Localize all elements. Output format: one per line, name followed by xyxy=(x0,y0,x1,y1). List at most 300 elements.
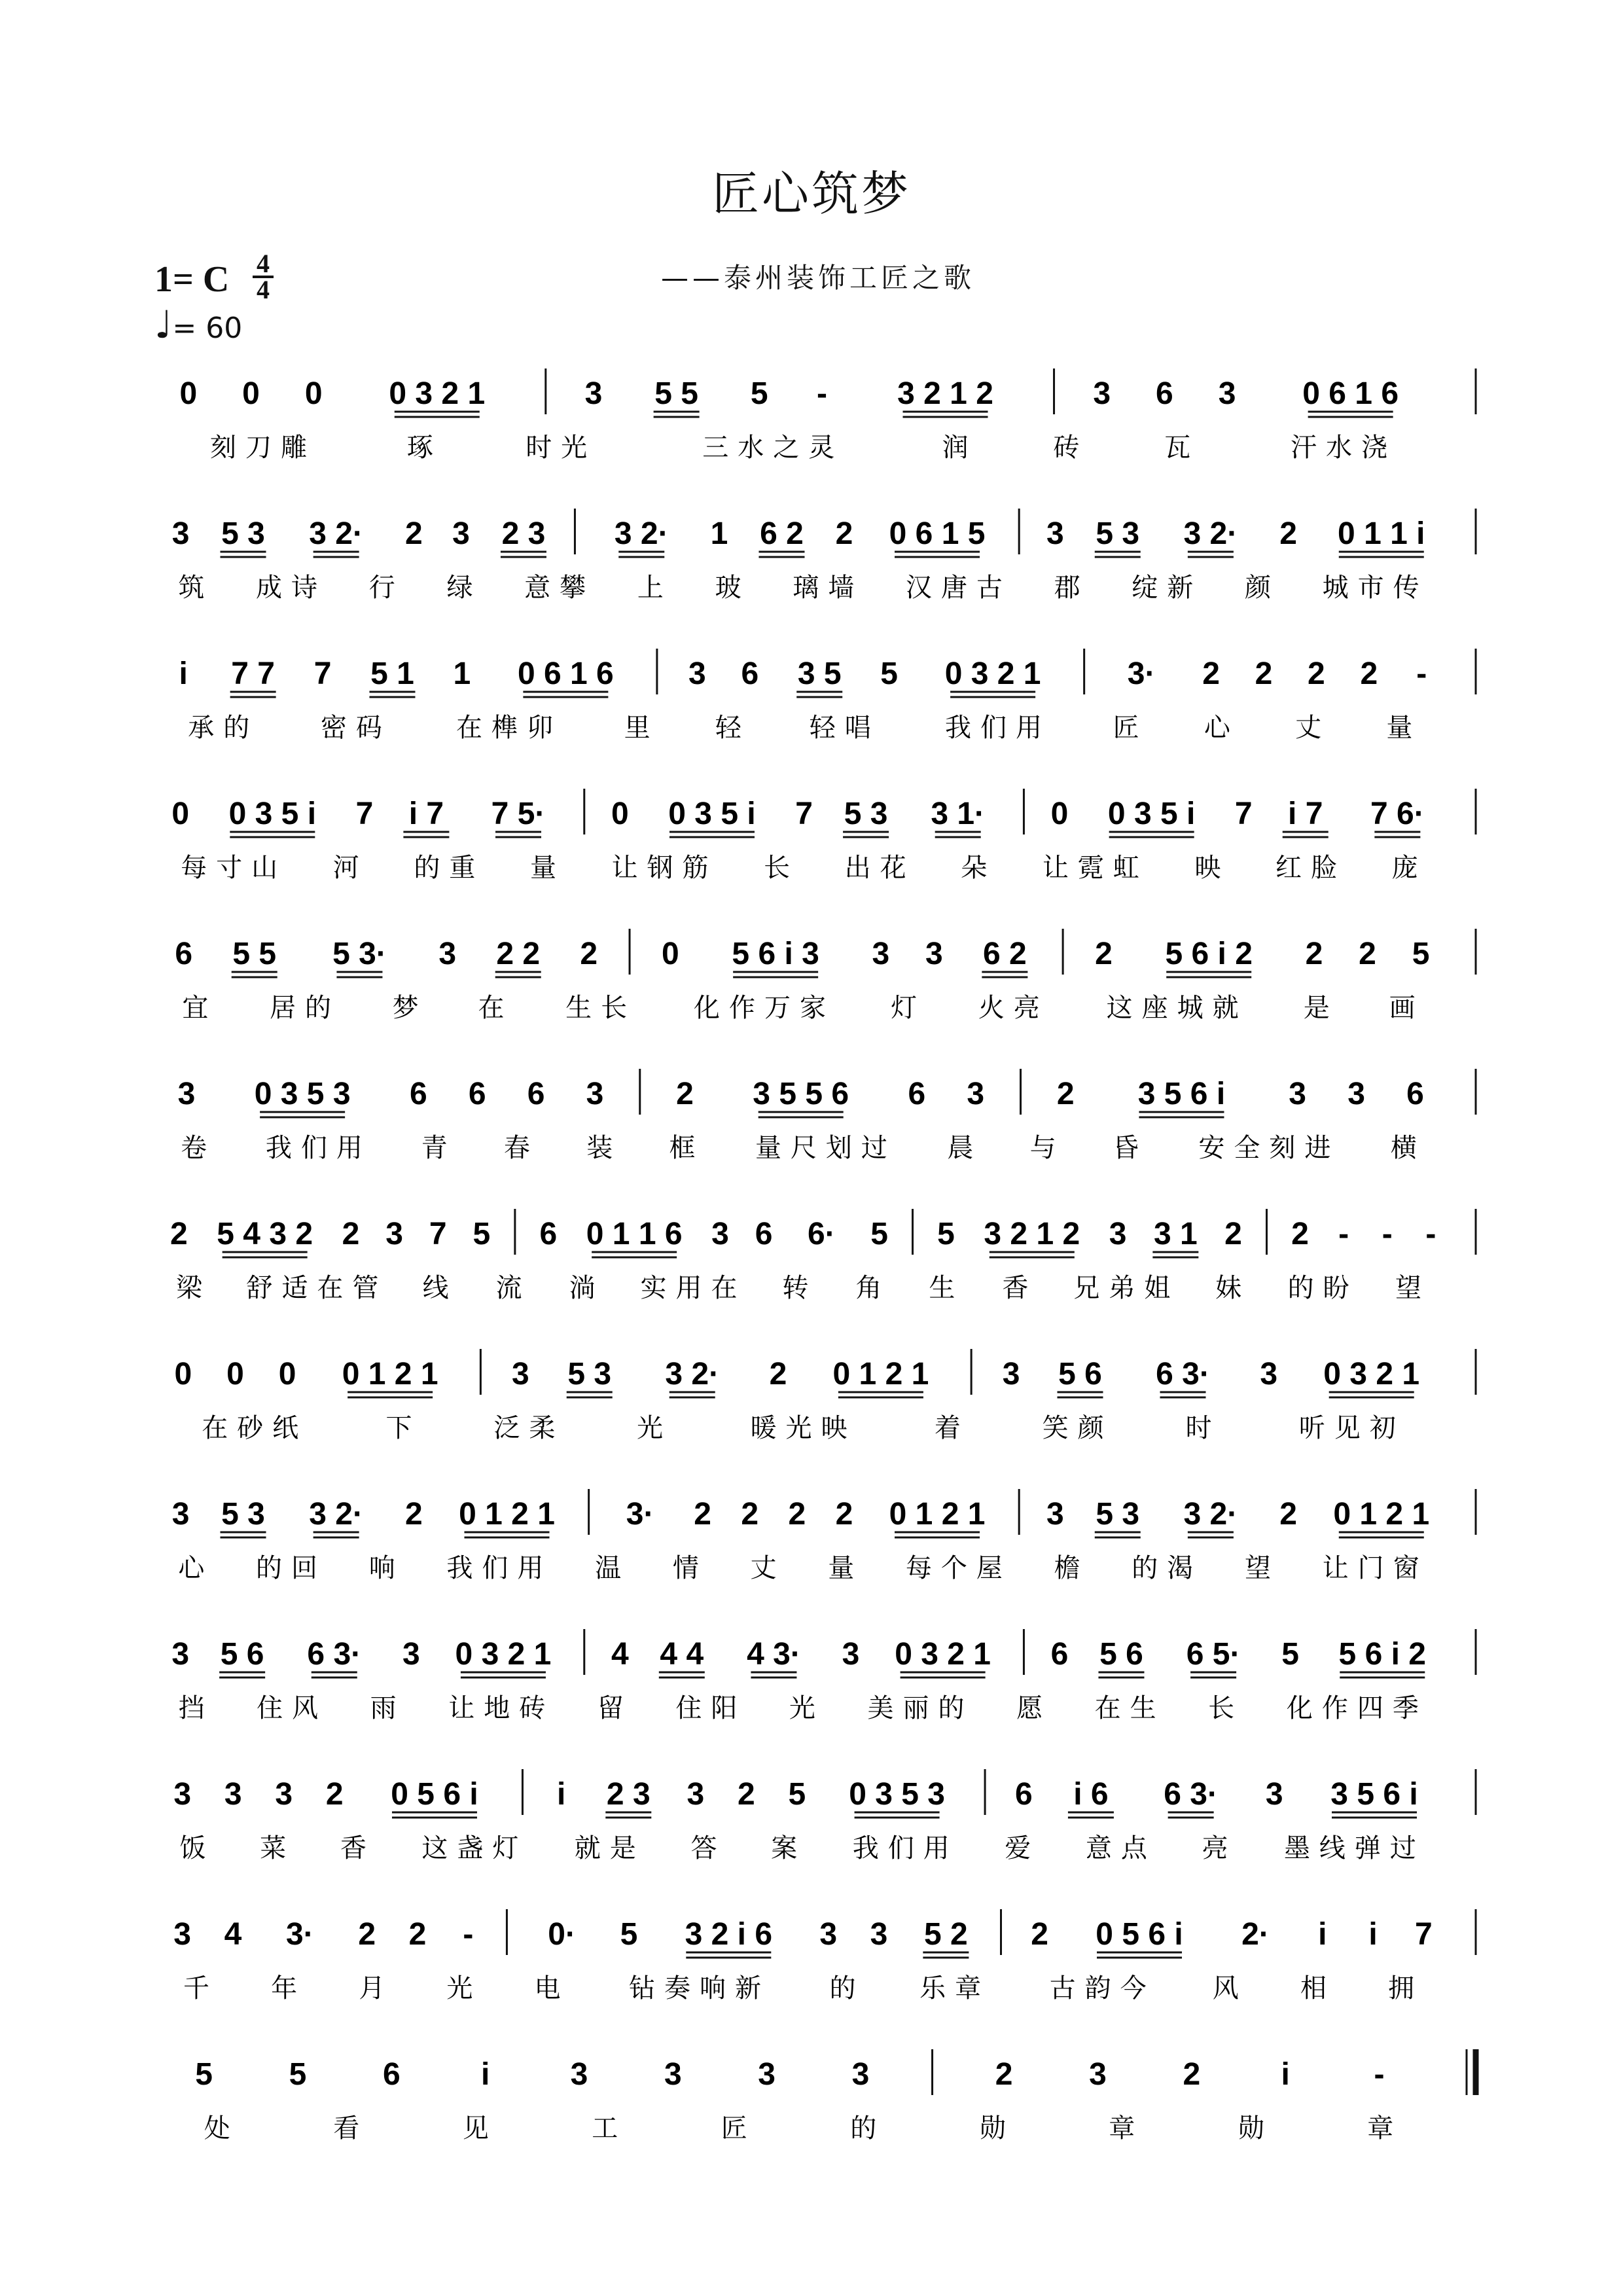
note-group: 0 1 2 1 xyxy=(832,1357,929,1391)
note-group: 2 xyxy=(741,1497,759,1532)
note-group: 3 xyxy=(925,937,943,971)
note-group: 2 xyxy=(1255,656,1273,691)
lyric-syllables: 爱 xyxy=(1005,1833,1041,1863)
note-group: 2 3 xyxy=(606,1777,651,1812)
lyric-syllables: 我们用 xyxy=(446,1553,553,1583)
note-group: 2 xyxy=(1056,1077,1075,1111)
note-group: 4 4 xyxy=(660,1637,704,1672)
lyric-syllables: 我们用 xyxy=(852,1833,959,1863)
sustain-dash: - xyxy=(816,376,827,411)
lyric-syllables: 墨线弹过 xyxy=(1283,1833,1425,1863)
note-group: 5 3 xyxy=(221,1497,265,1532)
lyric-syllables: 轻 xyxy=(715,713,751,743)
note-group: 3 2· xyxy=(614,516,669,551)
note-group: 7 xyxy=(1415,1917,1433,1952)
lyric-syllables: 化作万家 xyxy=(694,993,836,1023)
note-group: 2 xyxy=(580,937,598,971)
note-group: 3 2 1 2 xyxy=(897,376,993,411)
lyric-syllables: 在 xyxy=(478,993,514,1023)
lyric-syllables: 见 xyxy=(462,2113,498,2144)
lyric-syllables: 春 xyxy=(503,1133,539,1163)
note-group: 6 xyxy=(1050,1637,1069,1672)
lyric-syllables: 绿 xyxy=(446,573,482,603)
lyric-syllables: 筑 xyxy=(178,573,214,603)
note-group: 2 3 xyxy=(501,516,546,551)
note-group: 2 xyxy=(342,1217,360,1251)
note-group: 6 xyxy=(527,1077,545,1111)
lyric-syllables: 映 xyxy=(1194,853,1230,883)
note-group: 5 3· xyxy=(332,937,387,971)
note-group: 3 2 1 2 xyxy=(984,1217,1080,1251)
note-group: 3· xyxy=(1127,656,1156,691)
song-title: 匠心筑梦 xyxy=(711,166,911,221)
note-group: 0 1 2 1 xyxy=(342,1357,438,1391)
note-group: 2 xyxy=(408,1917,427,1952)
time-signature xyxy=(250,249,276,304)
note-group: 2 xyxy=(1031,1917,1048,1952)
lyric-syllables: 居的 xyxy=(270,993,341,1023)
lyric-syllables: 下 xyxy=(385,1413,421,1443)
note-group: 6 5· xyxy=(1186,1637,1241,1672)
lyric-syllables: 章 xyxy=(1367,2113,1403,2144)
lyric-syllables: 角 xyxy=(855,1273,891,1303)
lyric-syllables: 兄弟姐 xyxy=(1073,1273,1180,1303)
note-group: 6 2 xyxy=(760,516,804,551)
note-group: 0 3 2 1 xyxy=(455,1637,552,1672)
note-group: 0 3 2 1 xyxy=(895,1637,991,1672)
note-group: 3 xyxy=(1347,1077,1365,1111)
lyric-syllables: 昏 xyxy=(1112,1133,1148,1163)
note-group: 0 3 5 3 xyxy=(849,1777,945,1812)
note-group: 3 xyxy=(1289,1077,1306,1111)
score-row xyxy=(0,1904,1623,2035)
score-row xyxy=(0,503,1623,634)
sustain-dash: - xyxy=(1425,1217,1436,1251)
lyric-syllables: 在榫卯 xyxy=(456,713,563,743)
note-group: 7 5· xyxy=(491,797,546,831)
lyric-syllables: 舒适在管 xyxy=(246,1273,388,1303)
lyric-syllables: 妹 xyxy=(1215,1273,1251,1303)
lyric-syllables: 答 xyxy=(690,1833,726,1863)
lyric-syllables: 框 xyxy=(669,1133,705,1163)
lyric-syllables: 听见初 xyxy=(1298,1413,1405,1443)
note-group: 3 xyxy=(1002,1357,1020,1391)
note-group: 2 xyxy=(405,516,423,551)
lyric-syllables: 出花 xyxy=(844,853,916,883)
key-signature: 1= C xyxy=(154,259,230,300)
note-group: 0 6 1 6 xyxy=(517,656,614,691)
note-group: 6· xyxy=(807,1217,836,1251)
note-group: 4 xyxy=(611,1637,629,1672)
lyric-syllables: 与 xyxy=(1029,1133,1065,1163)
lyric-syllables: 拥 xyxy=(1387,1973,1423,2003)
lyric-syllables: 玻 xyxy=(715,573,751,603)
note-group: 0 3 5 i xyxy=(668,797,756,831)
score-row xyxy=(0,924,1623,1054)
note-group: 3 2· xyxy=(665,1357,720,1391)
note-group: 0 1 2 1 xyxy=(889,1497,986,1532)
lyric-syllables: 量 xyxy=(1386,713,1422,743)
note-group: 3 xyxy=(511,1357,529,1391)
lyric-syllables: 实用在 xyxy=(640,1273,747,1303)
note-group: 5 xyxy=(870,1217,888,1251)
note-group: 7 7 xyxy=(231,656,275,691)
note-group: 2 xyxy=(1279,516,1298,551)
note-group: 6 3· xyxy=(1164,1777,1218,1812)
note-group: 2 xyxy=(835,516,853,551)
note-group: 2 2 xyxy=(496,937,541,971)
lyric-syllables: 梁 xyxy=(175,1273,211,1303)
note-group: 2 xyxy=(769,1357,787,1391)
note-group: 3 xyxy=(819,1917,838,1952)
lyric-syllables: 案 xyxy=(771,1833,807,1863)
note-group: 6 xyxy=(409,1077,427,1111)
lyric-syllables: 心 xyxy=(1204,713,1240,743)
note-group: i xyxy=(557,1777,566,1812)
note-group: 7 xyxy=(1234,797,1253,831)
lyric-syllables: 的回 xyxy=(256,1553,327,1583)
score-row xyxy=(0,1204,1623,1335)
lyric-syllables: 汗水浇 xyxy=(1290,433,1397,463)
note-group: 5 3 xyxy=(567,1357,612,1391)
lyric-syllables: 红脸 xyxy=(1275,853,1346,883)
note-group: 5 3 xyxy=(1096,516,1140,551)
note-group: 5 xyxy=(473,1217,491,1251)
lyric-syllables: 晨 xyxy=(947,1133,983,1163)
note-group: 5 3 xyxy=(221,516,265,551)
note-group: 5 6 xyxy=(1099,1637,1143,1672)
note-group: 6 xyxy=(175,937,193,971)
note-group: 3 2· xyxy=(309,516,363,551)
lyric-syllables: 璃墙 xyxy=(793,573,864,603)
lyric-syllables: 宜 xyxy=(182,993,218,1023)
sustain-dash: - xyxy=(1382,1217,1393,1251)
note-group: 0 xyxy=(611,797,629,831)
note-group: 0 xyxy=(171,797,190,831)
lyric-syllables: 美丽的 xyxy=(867,1693,974,1723)
note-group: 2 xyxy=(325,1777,344,1812)
lyric-syllables: 风 xyxy=(1212,1973,1248,2003)
note-group: 2 xyxy=(169,1217,188,1251)
note-group: 2 xyxy=(1308,656,1325,691)
note-group: 3 2· xyxy=(309,1497,363,1532)
note-group: 5 xyxy=(788,1777,806,1812)
quarter-note-icon: ♩ xyxy=(154,302,173,347)
note-group: 0 xyxy=(304,376,323,411)
score-row xyxy=(0,1484,1623,1615)
lyric-syllables: 留 xyxy=(597,1693,633,1723)
lyric-syllables: 章 xyxy=(1109,2113,1145,2144)
note-group: 3 xyxy=(275,1777,293,1812)
note-group: i 7 xyxy=(408,797,444,831)
score-row xyxy=(0,363,1623,494)
lyric-syllables: 笑颜 xyxy=(1042,1413,1113,1443)
lyric-syllables: 绽新 xyxy=(1132,573,1203,603)
note-group: 3 xyxy=(688,656,706,691)
lyric-syllables: 雨 xyxy=(370,1693,406,1723)
lyric-syllables: 菜 xyxy=(260,1833,296,1863)
lyric-syllables: 城市传 xyxy=(1322,573,1429,603)
note-group: 3 xyxy=(1109,1217,1127,1251)
note-group: i 6 xyxy=(1073,1777,1109,1812)
lyric-syllables: 琢 xyxy=(406,433,442,463)
note-group: 0 xyxy=(226,1357,244,1391)
note-group: 3 xyxy=(851,2057,870,2092)
note-group: 2 xyxy=(405,1497,423,1532)
tempo-marking xyxy=(154,302,242,347)
note-group: 3 xyxy=(171,516,190,551)
note-group: 3 xyxy=(758,2057,776,2092)
note-group: 3 xyxy=(452,516,470,551)
note-group: 0 3 5 i xyxy=(228,797,317,831)
lyric-syllables: 的渴 xyxy=(1132,1553,1203,1583)
lyric-syllables: 让门窗 xyxy=(1322,1553,1429,1583)
note-group: 5 xyxy=(880,656,899,691)
lyric-syllables: 上 xyxy=(637,573,673,603)
note-group: 3 xyxy=(967,1077,985,1111)
note-group: 0 3 2 1 xyxy=(1323,1357,1420,1391)
lyric-syllables: 匠 xyxy=(1113,713,1149,743)
note-group: 6 xyxy=(1014,1777,1033,1812)
lyric-syllables: 的 xyxy=(829,1973,865,2003)
note-group: 3 xyxy=(1093,376,1111,411)
note-group: 0· xyxy=(548,1917,576,1952)
score-row xyxy=(0,643,1623,774)
note-group: 2 xyxy=(1279,1497,1298,1532)
note-group: 0 3 5 i xyxy=(1107,797,1196,831)
note-group: 0 6 1 5 xyxy=(889,516,986,551)
note-group: i xyxy=(1318,1917,1327,1952)
time-signature-top: 4 xyxy=(257,249,270,278)
note-group: 6 xyxy=(539,1217,558,1251)
note-group: 5 3 xyxy=(844,797,888,831)
note-group: 3 xyxy=(1260,1357,1278,1391)
note-group: 3 xyxy=(402,1637,420,1672)
note-group: 3· xyxy=(285,1917,314,1952)
lyric-syllables: 每寸山 xyxy=(181,853,287,883)
lyric-syllables: 月 xyxy=(359,1973,395,2003)
lyric-syllables: 勋 xyxy=(1238,2113,1274,2144)
note-group: 3 xyxy=(586,1077,604,1111)
lyric-syllables: 砖 xyxy=(1053,433,1089,463)
lyric-syllables: 长 xyxy=(764,853,800,883)
score-row xyxy=(0,1624,1623,1755)
lyric-syllables: 三水之灵 xyxy=(702,433,844,463)
lyric-syllables: 乐章 xyxy=(919,1973,991,2003)
note-group: 0 xyxy=(278,1357,296,1391)
lyric-syllables: 勋 xyxy=(979,2113,1015,2144)
note-group: i xyxy=(1368,1917,1378,1952)
lyric-syllables: 装 xyxy=(586,1133,622,1163)
lyric-syllables: 着 xyxy=(934,1413,970,1443)
note-group: 6 3· xyxy=(1156,1357,1210,1391)
note-group: 0 1 1 6 xyxy=(586,1217,683,1251)
lyric-syllables: 淌 xyxy=(569,1273,605,1303)
note-group: i 7 xyxy=(1288,797,1323,831)
note-group: 5 4 3 2 xyxy=(217,1217,313,1251)
sustain-dash: - xyxy=(463,1917,474,1952)
lyric-syllables: 的 xyxy=(850,2113,886,2144)
note-group: 5 xyxy=(937,1217,955,1251)
note-group: 6 xyxy=(1156,376,1173,411)
note-group: 2 xyxy=(738,1777,755,1812)
note-group: 7 xyxy=(355,797,374,831)
note-group: 0 3 5 3 xyxy=(254,1077,351,1111)
lyric-syllables: 意攀 xyxy=(524,573,596,603)
lyric-syllables: 让霓虹 xyxy=(1042,853,1149,883)
note-group: 3 2 i 6 xyxy=(685,1917,773,1952)
lyric-syllables: 润 xyxy=(942,433,978,463)
note-group: 3 xyxy=(1265,1777,1283,1812)
song-subtitle: ——泰州装饰工匠之歌 xyxy=(661,262,976,294)
note-group: 5 xyxy=(289,2057,307,2092)
note-group: 3 1· xyxy=(931,797,986,831)
note-group: 0 xyxy=(1050,797,1069,831)
note-group: 2 xyxy=(1291,1217,1309,1251)
lyric-syllables: 化作四季 xyxy=(1286,1693,1428,1723)
note-group: 2 xyxy=(1183,2057,1201,2092)
note-group: 0 1 1 i xyxy=(1338,516,1425,551)
lyric-syllables: 转 xyxy=(782,1273,818,1303)
note-group: 5 6 i 3 xyxy=(732,937,819,971)
note-group: 3 5 6 i xyxy=(1330,1777,1418,1812)
note-group: 6 xyxy=(755,1217,773,1251)
lyric-syllables: 光 xyxy=(446,1973,482,2003)
lyric-syllables: 承的 xyxy=(188,713,259,743)
score-row xyxy=(0,1764,1623,1895)
note-group: 6 xyxy=(468,1077,486,1111)
note-group: 0 xyxy=(179,376,198,411)
lyric-syllables: 密码 xyxy=(320,713,391,743)
lyric-syllables: 流 xyxy=(495,1273,531,1303)
note-group: 6 2 xyxy=(982,937,1027,971)
note-group: 7 xyxy=(795,797,813,831)
note-group: 3 xyxy=(171,1637,190,1672)
note-group: 4 xyxy=(224,1917,242,1952)
lyric-syllables: 情 xyxy=(672,1553,708,1583)
note-group: 0 xyxy=(242,376,260,411)
lyric-syllables: 暖光映 xyxy=(750,1413,857,1443)
note-group: 3· xyxy=(626,1497,654,1532)
lyric-syllables: 我们用 xyxy=(945,713,1052,743)
note-group: 7 xyxy=(429,1217,447,1251)
note-group: 7 xyxy=(313,656,332,691)
note-group: i xyxy=(480,2057,490,2092)
lyric-syllables: 长 xyxy=(1208,1693,1244,1723)
note-group: 3 5 6 i xyxy=(1137,1077,1226,1111)
lyric-syllables: 温 xyxy=(595,1553,631,1583)
lyric-syllables: 每个屋 xyxy=(905,1553,1012,1583)
lyric-syllables: 成诗 xyxy=(256,573,327,603)
lyric-syllables: 丈 xyxy=(750,1553,786,1583)
note-group: 6 xyxy=(908,1077,926,1111)
note-group: 3 xyxy=(385,1217,403,1251)
note-group: 6 3· xyxy=(307,1637,362,1672)
time-signature-bottom: 4 xyxy=(257,275,270,304)
lyric-syllables: 钻奏响新 xyxy=(629,1973,771,2003)
lyric-syllables: 瓦 xyxy=(1164,433,1200,463)
note-group: 3 xyxy=(664,2057,682,2092)
lyric-syllables: 我们用 xyxy=(265,1133,372,1163)
score-row xyxy=(0,783,1623,914)
note-group: 3 xyxy=(177,1077,196,1111)
sustain-dash: - xyxy=(1338,1217,1349,1251)
lyric-syllables: 是 xyxy=(1303,993,1339,1023)
lyric-syllables: 朵 xyxy=(961,853,997,883)
lyric-syllables: 千 xyxy=(183,1973,219,2003)
lyric-syllables: 灯 xyxy=(891,993,927,1023)
lyric-syllables: 生 xyxy=(929,1273,965,1303)
note-group: 6 xyxy=(382,2057,401,2092)
lyric-syllables: 香 xyxy=(340,1833,376,1863)
note-group: 5 6 i 2 xyxy=(1338,1637,1426,1672)
lyric-syllables: 青 xyxy=(421,1133,457,1163)
note-group: 2 xyxy=(788,1497,806,1532)
lyric-syllables: 安全刻进 xyxy=(1198,1133,1340,1163)
lyric-syllables: 郡 xyxy=(1054,573,1090,603)
note-group: 3 xyxy=(872,937,890,971)
note-group: 1 xyxy=(453,656,471,691)
lyric-syllables: 古韵今 xyxy=(1049,1973,1156,2003)
lyric-syllables: 光 xyxy=(789,1693,825,1723)
lyric-syllables: 时光 xyxy=(526,433,597,463)
lyric-syllables: 梦 xyxy=(392,993,428,1023)
lyric-syllables: 饭 xyxy=(179,1833,215,1863)
lyric-syllables: 看 xyxy=(333,2113,369,2144)
note-group: 0 xyxy=(174,1357,192,1391)
note-group: 2· xyxy=(1241,1917,1270,1952)
note-group: 0 5 6 i xyxy=(391,1777,478,1812)
note-group: 3 xyxy=(171,1497,190,1532)
tempo-value: = 60 xyxy=(172,312,243,345)
score-row xyxy=(0,1064,1623,1194)
lyric-syllables: 处 xyxy=(204,2113,240,2144)
lyric-syllables: 亮 xyxy=(1202,1833,1238,1863)
note-group: 2 xyxy=(1224,1217,1242,1251)
sustain-dash: - xyxy=(1416,656,1427,691)
note-group: 2 xyxy=(1305,937,1323,971)
lyric-syllables: 让地砖 xyxy=(448,1693,555,1723)
note-group: 0 5 6 i xyxy=(1096,1917,1183,1952)
note-group: 0 xyxy=(662,937,679,971)
note-group: 3 xyxy=(570,2057,588,2092)
lyric-syllables: 檐 xyxy=(1054,1553,1090,1583)
lyric-syllables: 望 xyxy=(1395,1273,1431,1303)
lyric-syllables: 卷 xyxy=(181,1133,217,1163)
lyric-syllables: 这座城就 xyxy=(1106,993,1248,1023)
note-group: 2 xyxy=(1359,937,1376,971)
note-group: 5 5 xyxy=(232,937,277,971)
lyric-syllables: 颜 xyxy=(1245,573,1281,603)
note-group: 3 xyxy=(1046,1497,1064,1532)
lyric-syllables: 线 xyxy=(422,1273,458,1303)
note-group: 3 xyxy=(1089,2057,1107,2092)
note-group: 0 3 2 1 xyxy=(944,656,1041,691)
lyric-syllables: 横 xyxy=(1390,1133,1426,1163)
lyric-syllables: 响 xyxy=(368,1553,404,1583)
note-group: 5 6 xyxy=(1058,1357,1102,1391)
note-group: 2 xyxy=(694,1497,711,1532)
lyric-syllables: 庞 xyxy=(1391,853,1427,883)
note-group: 7 6· xyxy=(1370,797,1425,831)
lyric-syllables: 汉唐古 xyxy=(905,573,1012,603)
note-group: 3 2· xyxy=(1183,1497,1238,1532)
lyric-syllables: 住阳 xyxy=(675,1693,747,1723)
note-group: i xyxy=(179,656,188,691)
lyric-syllables: 就是 xyxy=(574,1833,645,1863)
note-group: 3 xyxy=(224,1777,242,1812)
note-group: 3 xyxy=(870,1917,888,1952)
